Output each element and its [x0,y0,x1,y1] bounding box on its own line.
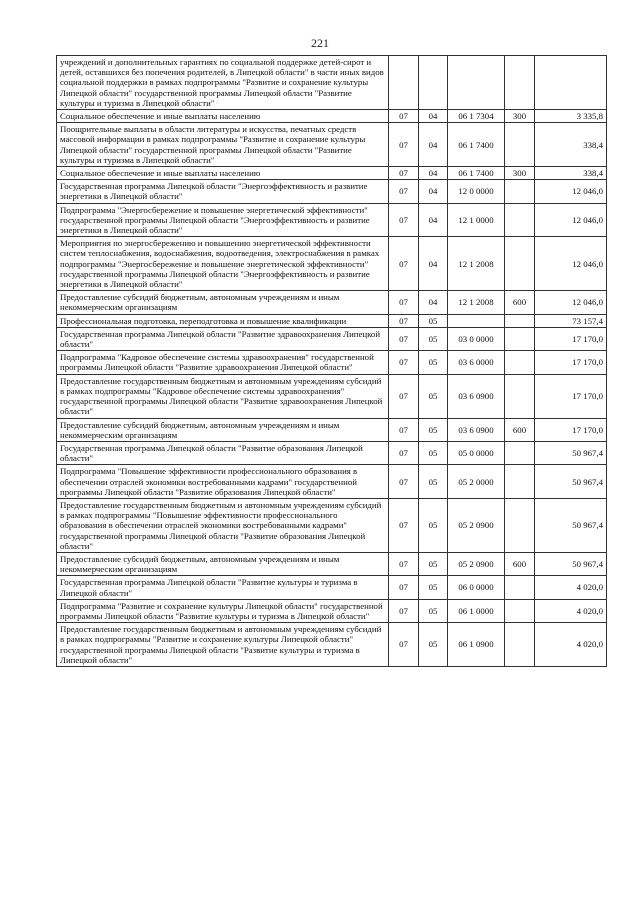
subsection-code-cell [419,56,448,110]
subsection-code-cell: 04 [419,203,448,237]
amount-cell: 73 157,4 [535,314,607,327]
row-name-cell: Государственная программа Липецкой области "Развитие здравоохранения Липецкой области" [57,327,389,350]
table-row [57,374,607,418]
target-article-cell: 05 2 0000 [448,465,505,499]
subsection-code-cell: 05 [419,327,448,350]
table-row [57,314,607,327]
table-row [57,465,607,499]
subsection-code-cell: 04 [419,291,448,314]
page-number: 221 [311,36,329,50]
expense-type-cell: 300 [505,110,535,123]
section-code-cell: 07 [389,374,419,418]
amount-cell: 338,4 [535,123,607,167]
amount-cell: 17 170,0 [535,418,607,441]
expense-type-cell [505,599,535,622]
subsection-code-cell: 04 [419,110,448,123]
table-row [57,291,607,314]
subsection-code-cell: 05 [419,351,448,374]
expense-type-cell [505,351,535,374]
row-name-cell: Подпрограмма "Развитие и сохранение культуры Липецкой области" государственной программы Липецкой области "Развитие культуры и туризма в Липецкой области" [57,599,389,622]
table-row [57,552,607,575]
expense-type-cell [505,576,535,599]
subsection-code-cell: 04 [419,123,448,167]
row-name-cell: Государственная программа Липецкой области "Развитие образования Липецкой области" [57,441,389,464]
expense-type-cell [505,623,535,667]
section-code-cell: 07 [389,327,419,350]
row-name-cell: Государственная программа Липецкой области "Энергоэффективность и развитие энергетики в Липецкой области" [57,180,389,203]
row-name-cell: Предоставление государственным бюджетным и автономным учреждениям субсидий в рамках подпрограммы "Развитие и сохранение культуры Липецкой области" государственной программы Липецкой области "Развитие культуры и туризма в Липецкой области" [57,623,389,667]
section-code-cell [389,56,419,110]
subsection-code-cell: 05 [419,623,448,667]
table-row [57,56,607,110]
subsection-code-cell: 04 [419,167,448,180]
subsection-code-cell: 05 [419,441,448,464]
section-code-cell: 07 [389,203,419,237]
target-article-cell [448,56,505,110]
subsection-code-cell: 05 [419,599,448,622]
amount-cell: 17 170,0 [535,374,607,418]
table-row [57,203,607,237]
table-row [57,123,607,167]
amount-cell: 50 967,4 [535,552,607,575]
section-code-cell: 07 [389,237,419,291]
row-name-cell: Предоставление субсидий бюджетным, автономным учреждениям и иным некоммерческим организациям [57,552,389,575]
table-row [57,498,607,552]
target-article-cell [448,314,505,327]
target-article-cell: 12 1 2008 [448,291,505,314]
expense-type-cell: 300 [505,167,535,180]
target-article-cell: 05 2 0900 [448,552,505,575]
target-article-cell: 12 0 0000 [448,180,505,203]
expense-type-cell: 600 [505,418,535,441]
subsection-code-cell: 05 [419,576,448,599]
amount-cell: 17 170,0 [535,351,607,374]
expense-type-cell [505,123,535,167]
amount-cell [535,56,607,110]
expense-type-cell: 600 [505,291,535,314]
target-article-cell: 05 0 0000 [448,441,505,464]
amount-cell: 17 170,0 [535,327,607,350]
row-name-cell: Мероприятия по энергосбережению и повышению энергетической эффективности систем теплоснабжения, водоснабжения, водоотведения, электроснабжения в рамках подпрограммы "Энергосбережение и повышение энергетической эффективности" государственной программы Липецкой области "Энергоэффективность и развитие энергетики в Липецкой области" [57,237,389,291]
section-code-cell: 07 [389,465,419,499]
target-article-cell: 06 1 7304 [448,110,505,123]
section-code-cell: 07 [389,314,419,327]
row-name-cell: учреждений и дополнительных гарантиях по социальной поддержке детей-сирот и детей, оставшихся без попечения родителей, в Липецкой области" в части иных видов социальной поддержки в рамках подпрограммы "Развитие и сохранение культуры Липецкой области" государственной программы Липецкой области "Развитие культуры и туризма в Липецкой области" [57,56,389,110]
subsection-code-cell: 05 [419,465,448,499]
row-name-cell: Государственная программа Липецкой области "Развитие культуры и туризма в Липецкой области" [57,576,389,599]
row-name-cell: Подпрограмма "Кадровое обеспечение системы здравоохранения" государственной программы Липецкой области "Развитие здравоохранения Липецкой области" [57,351,389,374]
subsection-code-cell: 05 [419,374,448,418]
amount-cell: 4 020,0 [535,576,607,599]
target-article-cell: 06 1 7400 [448,167,505,180]
target-article-cell: 06 1 0000 [448,599,505,622]
section-code-cell: 07 [389,180,419,203]
amount-cell: 12 046,0 [535,237,607,291]
subsection-code-cell: 05 [419,418,448,441]
table-row [57,441,607,464]
expense-type-cell [505,180,535,203]
amount-cell: 338,4 [535,167,607,180]
target-article-cell: 03 0 0000 [448,327,505,350]
section-code-cell: 07 [389,552,419,575]
amount-cell: 50 967,4 [535,498,607,552]
expense-type-cell [505,441,535,464]
target-article-cell: 06 1 0900 [448,623,505,667]
row-name-cell: Профессиональная подготовка, переподготовка и повышение квалификации [57,314,389,327]
subsection-code-cell: 05 [419,498,448,552]
section-code-cell: 07 [389,351,419,374]
subsection-code-cell: 05 [419,314,448,327]
table-row [57,327,607,350]
amount-cell: 3 335,8 [535,110,607,123]
target-article-cell: 06 1 7400 [448,123,505,167]
expense-type-cell [505,203,535,237]
row-name-cell: Предоставление государственным бюджетным и автономным учреждениям субсидий в рамках подпрограммы "Кадровое обеспечение системы здравоохранения" государственной программы Липецкой области "Развитие здравоохранения Липецкой области" [57,374,389,418]
budget-table [56,55,607,667]
section-code-cell: 07 [389,498,419,552]
row-name-cell: Подпрограмма "Повышение эффективности профессионального образования в обеспечении отраслей экономики востребованными кадрами" государственной программы Липецкой области "Развитие образования Липецкой области" [57,465,389,499]
subsection-code-cell: 04 [419,180,448,203]
row-name-cell: Предоставление государственным бюджетным и автономным учреждениям субсидий в рамках подпрограммы "Повышение эффективности профессионального образования в обеспечении отраслей экономики востребованными кадрами" государственной программы Липецкой области "Развитие образования Липецкой области" [57,498,389,552]
section-code-cell: 07 [389,576,419,599]
subsection-code-cell: 04 [419,237,448,291]
amount-cell: 12 046,0 [535,291,607,314]
section-code-cell: 07 [389,167,419,180]
target-article-cell: 03 6 0900 [448,418,505,441]
amount-cell: 50 967,4 [535,441,607,464]
expense-type-cell [505,374,535,418]
target-article-cell: 12 1 0000 [448,203,505,237]
table-row [57,237,607,291]
amount-cell: 4 020,0 [535,623,607,667]
expense-type-cell: 600 [505,552,535,575]
target-article-cell: 06 0 0000 [448,576,505,599]
section-code-cell: 07 [389,123,419,167]
row-name-cell: Социальное обеспечение и иные выплаты населению [57,110,389,123]
amount-cell: 4 020,0 [535,599,607,622]
target-article-cell: 03 6 0000 [448,351,505,374]
table-row [57,110,607,123]
table-row [57,180,607,203]
row-name-cell: Поощрительные выплаты в области литературы и искусства, печатных средств массовой информации в рамках подпрограммы "Развитие и сохранение культуры Липецкой области" государственной программы Липецкой области "Развитие культуры и туризма в Липецкой области" [57,123,389,167]
row-name-cell: Предоставление субсидий бюджетным, автономным учреждениям и иным некоммерческим организациям [57,291,389,314]
expense-type-cell [505,465,535,499]
target-article-cell: 03 6 0900 [448,374,505,418]
table-row [57,418,607,441]
section-code-cell: 07 [389,110,419,123]
expense-type-cell [505,56,535,110]
row-name-cell: Подпрограмма "Энергосбережение и повышение энергетической эффективности" государственной программы Липецкой области "Энергоэффективность и развитие энергетики в Липецкой области" [57,203,389,237]
table-row [57,351,607,374]
target-article-cell: 05 2 0900 [448,498,505,552]
target-article-cell: 12 1 2008 [448,237,505,291]
table-row [57,167,607,180]
expense-type-cell [505,314,535,327]
subsection-code-cell: 05 [419,552,448,575]
section-code-cell: 07 [389,291,419,314]
section-code-cell: 07 [389,441,419,464]
section-code-cell: 07 [389,599,419,622]
row-name-cell: Предоставление субсидий бюджетным, автономным учреждениям и иным некоммерческим организациям [57,418,389,441]
amount-cell: 50 967,4 [535,465,607,499]
amount-cell: 12 046,0 [535,180,607,203]
amount-cell: 12 046,0 [535,203,607,237]
expense-type-cell [505,237,535,291]
table-row [57,623,607,667]
table-row [57,576,607,599]
table-body [57,56,607,667]
section-code-cell: 07 [389,418,419,441]
table-row [57,599,607,622]
expense-type-cell [505,327,535,350]
section-code-cell: 07 [389,623,419,667]
row-name-cell: Социальное обеспечение и иные выплаты населению [57,167,389,180]
expense-type-cell [505,498,535,552]
